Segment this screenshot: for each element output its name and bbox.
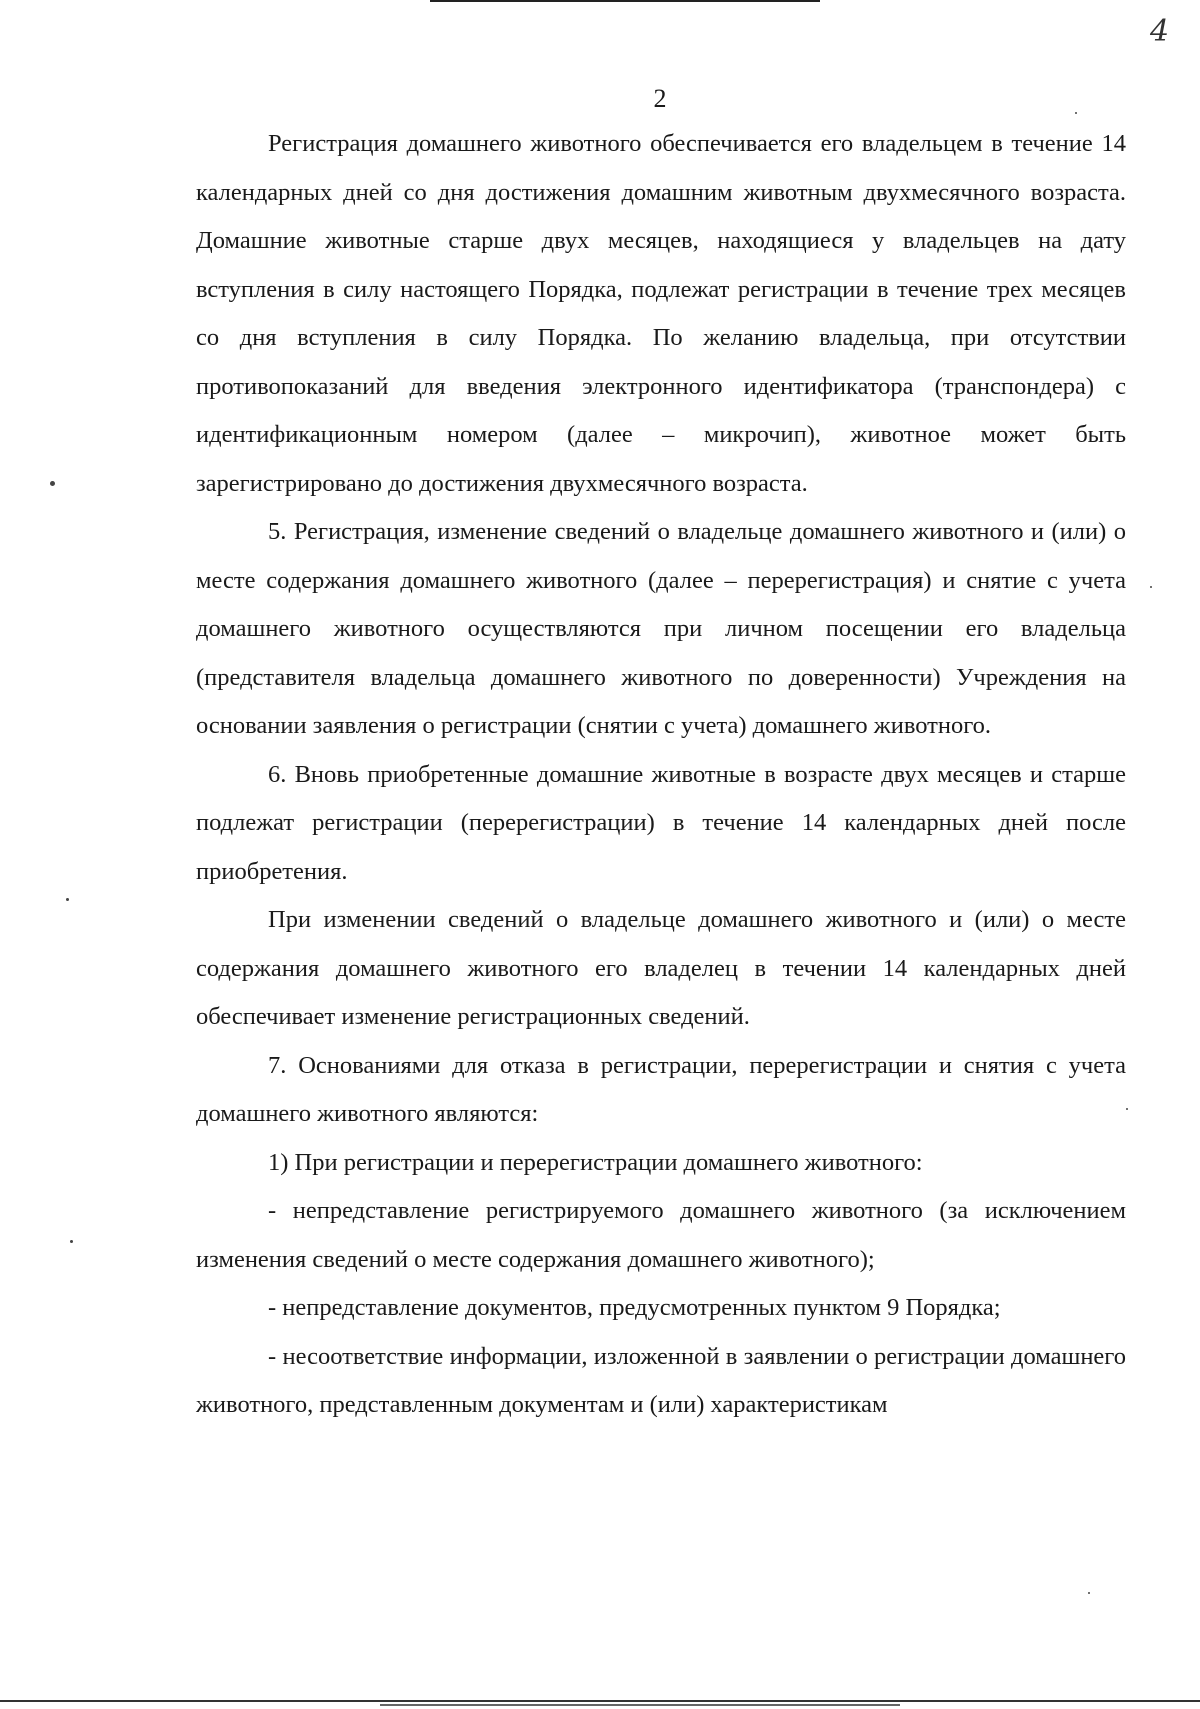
paragraph-bullet-not-presented-animal: - непредставление регистрируемого домашнего животного (за исключением изменения сведений о месте содержания домашнего животного); bbox=[196, 1197, 1126, 1273]
scan-speck bbox=[66, 898, 69, 901]
scan-speck bbox=[1075, 112, 1077, 114]
bottom-edge-rule bbox=[0, 1700, 1200, 1702]
bottom-edge-rule-secondary bbox=[380, 1704, 900, 1706]
paragraph-bullet-not-presented-documents: - непредставление документов, предусмотренных пунктом 9 Порядка; bbox=[268, 1294, 1001, 1321]
document-body bbox=[196, 120, 1126, 1430]
paragraph-bullet-mismatch: - несоответствие информации, изложенной в заявлении о регистрации домашнего животного, представленным документам и (или) характеристикам bbox=[196, 1342, 1126, 1418]
scan-speck bbox=[1088, 1592, 1090, 1594]
paragraph-item-5: 5. Регистрация, изменение сведений о владельце домашнего животного и (или) о месте содержания домашнего животного (далее – перерегистрация) и снятие с учета домашнего животного осуществляются при личном посещении его владельца (представителя владельца домашнего животного по доверенности) Учреждения на основании заявления о регистрации (снятии с учета) домашнего животного. bbox=[196, 518, 1126, 739]
paragraph-subitem-1: 1) При регистрации и перерегистрации домашнего животного: bbox=[268, 1148, 923, 1176]
scan-speck bbox=[1126, 1108, 1128, 1110]
scan-speck bbox=[1150, 586, 1152, 588]
scan-speck bbox=[70, 1240, 73, 1243]
paragraph-item-6: 6. Вновь приобретенные домашние животные в возрасте двух месяцев и старше подлежат регистрации (перерегистрации) в течение 14 календарных дней после приобретения. bbox=[196, 760, 1126, 885]
paragraph-item-7: 7. Основаниями для отказа в регистрации, перерегистрации и снятия с учета домашнего животного являются: bbox=[196, 1051, 1126, 1127]
top-edge-rule bbox=[430, 0, 820, 2]
paragraph-owner-change: При изменении сведений о владельце домашнего животного и (или) о месте содержания домашнего животного его владелец в течении 14 календарных дней обеспечивает изменение регистрационных сведений. bbox=[196, 906, 1126, 1030]
paragraph-registration-period: Регистрация домашнего животного обеспечивается его владельцем в течение 14 календарных дней со дня достижения домашним животным двухмесячного возраста. Домашние животные старше двух месяцев, находящиеся у владельцев на дату вступления в силу настоящего Порядка, подлежат регистрации в течение трех месяцев со дня вступления в силу Порядка. По желанию владельца, при отсутствии противопоказаний для введения электронного идентификатора (транспондера) с идентификационным номером (далее – микрочип), животное может быть зарегистрировано до достижения двухмесячного возраста. bbox=[196, 130, 1126, 497]
scan-speck bbox=[50, 481, 55, 486]
page-number: 2 bbox=[653, 84, 667, 113]
handwritten-page-mark: 4 bbox=[1150, 14, 1170, 49]
